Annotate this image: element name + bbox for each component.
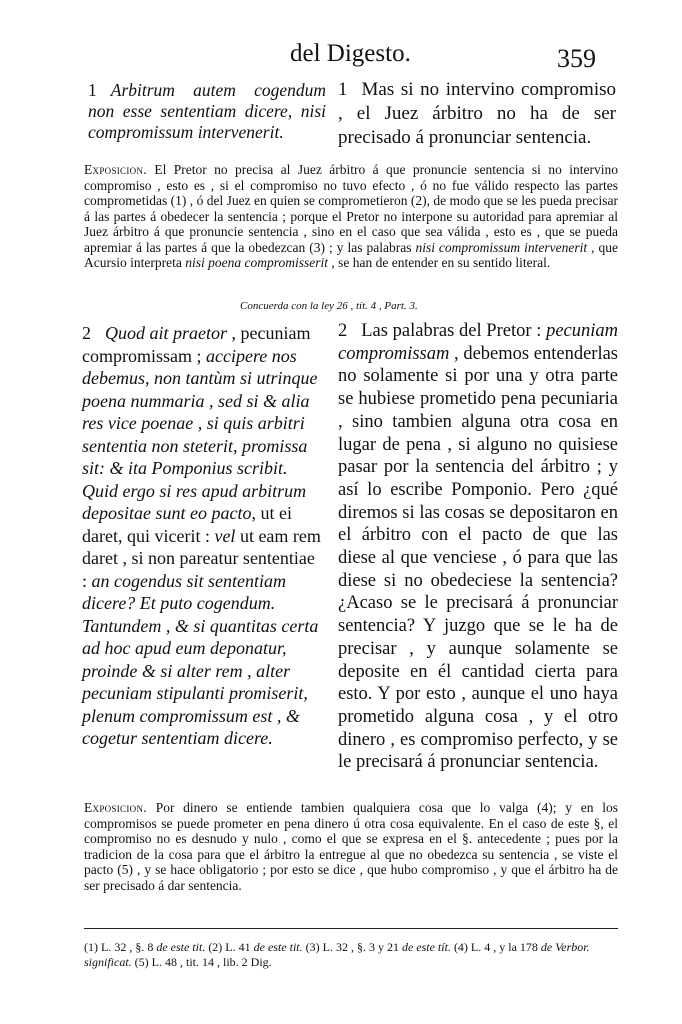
latin-text: ut eam rem daret , si non pareatur sententiae : — [82, 525, 321, 591]
spanish-text: Mas si no intervino compromiso , el Juez árbitro no ha de ser precisado á pronunciar sentencia. — [338, 79, 616, 148]
latin-italic: vel — [214, 525, 236, 546]
footnote-italic: de este tit. — [156, 940, 206, 954]
spanish-paragraph-number: 1 — [338, 79, 348, 100]
footnote-text: (3) L. 32 , §. 3 y 21 — [302, 940, 402, 954]
running-header — [0, 40, 682, 76]
latin-paragraph-number: 1 — [88, 80, 97, 100]
latin-italic: accipere nos debemus, non tantùm si utrinque poena nummaria , sed si & alia res vice poenae , si quis arbitri sententia non steterit, promissa sit: & ita Pomponius scribit. Quid ergo si res apud arbitrum depositae sunt eo pacto — [82, 345, 318, 523]
exposicion-paragraph-2 — [84, 800, 618, 893]
running-title: del Digesto. — [290, 40, 411, 67]
footnote-italic: de este tit. — [253, 940, 303, 954]
exposicion-text: Por dinero se entiende tambien qualquiera cosa que lo valga (4); y en los compromisos se puede prometer en pena dinero ú otra cosa equivalente. En el caso de este §, el compromiso no es desnudo y nulo , como el que se expresa en el §. antecedente ; pues por la tradicion de la cosa para que el árbitro la entregue al que no obedezca su sentencia , se viste el pacto (5) , y se hace obligatorio ; por esto se dice , que hubo compromiso , y que el árbitro ha de ser precisado á dar sentencia. — [84, 800, 618, 893]
page-number: 359 — [557, 44, 596, 73]
spanish-text: Las palabras del Pretor : — [361, 321, 547, 341]
footnotes — [84, 940, 618, 970]
footnote-text: (5) L. 48 , tit. 14 , lib. 2 Dig. — [131, 955, 272, 969]
latin-paragraph-1 — [88, 80, 326, 143]
footnote-rule — [84, 928, 618, 929]
spanish-paragraph-number: 2 — [338, 321, 348, 341]
spanish-paragraph-1 — [338, 78, 616, 150]
latin-italic: an cogendus sit sententiam dicere? Et puto cogendum. Tantundem , & si quantitas certa ad hoc apud eum deponatur, proinde & si alter rem , alter pecuniam stipulanti promiserit, plenum compromissum est , & cogetur sententiam dicere. — [82, 570, 319, 748]
spanish-text: , debemos entenderlas no solamente si por una y otra parte se hubiese prometido pena pecuniaria , sino tambien alguna otra cosa en lugar de pena , si alguno no quisiese pasar por la sentencia del árbitro ; y así lo escribe Pomponio. Pero ¿qué diremos si las cosas se depositaron en el árbitro con el pacto de que las diese al que venciese , ó para que las diese si no obedeciese la sentencia? ¿Acaso se le precisará á pronunciar sentencia? Y juzgo que se le ha de precisar , y aunque solamente se deposite en él cantidad cierta para esto. Y por esto , aunque el uno haya prometido alguna cosa , y el otro dinero , es compromiso perfecto, y se le precisará á pronunciar sentencia. — [338, 343, 618, 773]
exposicion-italic: nisi poena compromisserit — [185, 255, 328, 270]
exposicion-text: , que Acursio interpreta — [84, 239, 618, 270]
concordance-note: Concuerda con la ley 26 , tít. 4 , Part. 3. — [240, 300, 418, 312]
footnote-text: (4) L. 4 , y la 178 — [450, 940, 541, 954]
exposicion-label: Exposicion. — [84, 162, 147, 177]
latin-italic: Quod ait praetor — [105, 323, 228, 343]
exposicion-italic: nisi compromissum intervenerit — [415, 239, 588, 255]
exposicion-label: Exposicion. — [84, 800, 147, 815]
latin-text: , pecuniam compromissam ; — [82, 323, 311, 366]
footnote-italic: de este tít. — [401, 940, 451, 954]
exposicion-paragraph-1 — [84, 162, 618, 271]
spanish-italic: pecuniam compromissam — [338, 321, 618, 364]
latin-paragraph-2 — [82, 322, 322, 750]
latin-text: Arbitrum autem cogendum non esse sententiam dicere, nisi compromissum intervenerit. — [88, 80, 326, 142]
footnote-text: (2) L. 41 — [205, 940, 254, 954]
footnote-text: (1) L. 32 , §. 8 — [84, 940, 157, 954]
exposicion-text: El Pretor no precisa al Juez árbitro á que pronuncie sentencia si no intervino compromiso , esto es , si el compromiso no tuvo efecto , ó no fue válido respecto las partes comprometidas (1) , ó del Juez en quien se comprometieron (2), de modo que se les pueda precisar á las partes á obedecer la sentencia ; porque el Pretor no interpone su autoridad para apremiar al Juez árbitro á que pronuncie sentencia , sino en el caso que sea válida , esto es , que se pueda apremiar á las partes á que la obedezcan (3) ; y las palabras — [84, 162, 618, 255]
latin-text: , ut ei daret, qui vicerit : — [82, 503, 292, 546]
latin-paragraph-number: 2 — [82, 323, 91, 343]
spanish-paragraph-2 — [338, 320, 618, 774]
footnote-italic: de Verbor. significat. — [84, 940, 590, 969]
exposicion-text: , se han de entender en su sentido literal. — [327, 255, 551, 270]
